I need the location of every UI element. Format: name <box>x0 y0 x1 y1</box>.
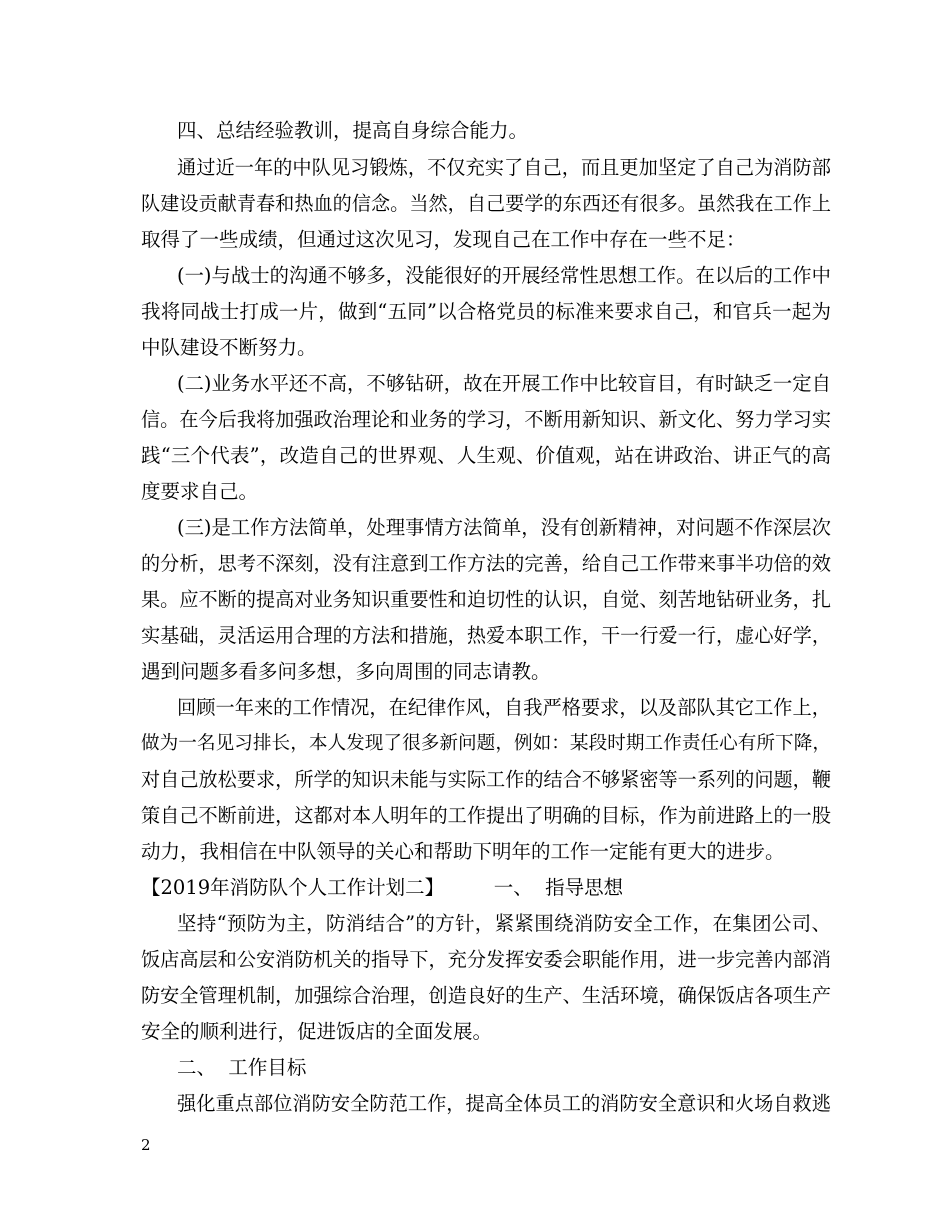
paragraph-line: 果。应不断的提高对业务知识重要性和迫切性的认识，自觉、刻苦地钻研业务，扎 <box>141 588 831 611</box>
paragraph-line: 取得了一些成绩，但通过这次见习，发现自己在工作中存在一些不足： <box>141 228 746 251</box>
paragraph-line: 做为一名见习排长，本人发现了很多新问题，例如：某段时期工作责任心有所下降， <box>141 733 831 754</box>
paragraph-line: 强化重点部位消防安全防范工作，提高全体员工的消防安全意识和火场自救逃 <box>177 1092 831 1115</box>
paragraph-line: 的分析，思考不深刻，没有注意到工作方法的完善，给自己工作带来事半功倍的效 <box>141 552 831 575</box>
paragraph-line: 队建设贡献青春和热血的信念。当然，自己要学的东西还有很多。虽然我在工作上 <box>141 192 831 215</box>
paragraph-line: 遇到问题多看多问多想，多向周围的同志请教。 <box>141 660 551 683</box>
paragraph-line: 策自己不断前进，这都对本人明年的工作提出了明确的目标，作为前进路上的一股 <box>141 804 831 827</box>
paragraph-line: 动力，我相信在中队领导的关心和帮助下明年的工作一定能有更大的进步。 <box>141 840 785 863</box>
plan-heading: 【2019年消防队个人工作计划二】 一、 指导思想 <box>141 876 624 899</box>
paragraph-line: 防安全管理机制，加强综合治理，创造良好的生产、生活环境，确保饭店各项生产 <box>141 984 831 1007</box>
paragraph-line: (三)是工作方法简单，处理事情方法简单，没有创新精神，对问题不作深层次 <box>177 516 831 539</box>
paragraph-line: 坚持“预防为主，防消结合”的方针，紧紧围绕消防安全工作，在集团公司、 <box>177 912 831 935</box>
paragraph-line: 安全的顺利进行，促进饭店的全面发展。 <box>141 1020 493 1043</box>
paragraph-line: 我将同战士打成一片，做到“五同”以合格党员的标准来要求自己，和官兵一起为 <box>141 300 831 323</box>
paragraph-line: 对自己放松要求，所学的知识未能与实际工作的结合不够紧密等一系列的问题，鞭 <box>141 768 831 791</box>
paragraph-line: (二)业务水平还不高，不够钻研，故在开展工作中比较盲目，有时缺乏一定自 <box>177 372 831 395</box>
page-number: 2 <box>141 1136 151 1154</box>
section-heading-2: 二、 工作目标 <box>177 1056 307 1079</box>
paragraph-line: 实基础，灵活运用合理的方法和措施，热爱本职工作，干一行爱一行，虚心好学， <box>141 624 831 647</box>
paragraph-line: 中队建设不断努力。 <box>141 336 317 359</box>
paragraph-line: 度要求自己。 <box>141 480 259 503</box>
paragraph-line: 通过近一年的中队见习锻炼，不仅充实了自己，而且更加坚定了自己为消防部 <box>177 156 831 179</box>
paragraph-line: 践“三个代表”，改造自己的世界观、人生观、价值观，站在讲政治、讲正气的高 <box>141 444 831 467</box>
section-heading-4: 四、总结经验教训，提高自身综合能力。 <box>177 119 529 142</box>
paragraph-line: 回顾一年来的工作情况，在纪律作风，自我严格要求，以及部队其它工作上， <box>177 696 831 719</box>
paragraph-line: 信。在今后我将加强政治理论和业务的学习，不断用新知识、新文化、努力学习实 <box>141 408 831 431</box>
paragraph-line: 饭店高层和公安消防机关的指导下，充分发挥安委会职能作用，进一步完善内部消 <box>141 948 831 971</box>
paragraph-line: (一)与战士的沟通不够多，没能很好的开展经常性思想工作。在以后的工作中 <box>177 264 831 287</box>
